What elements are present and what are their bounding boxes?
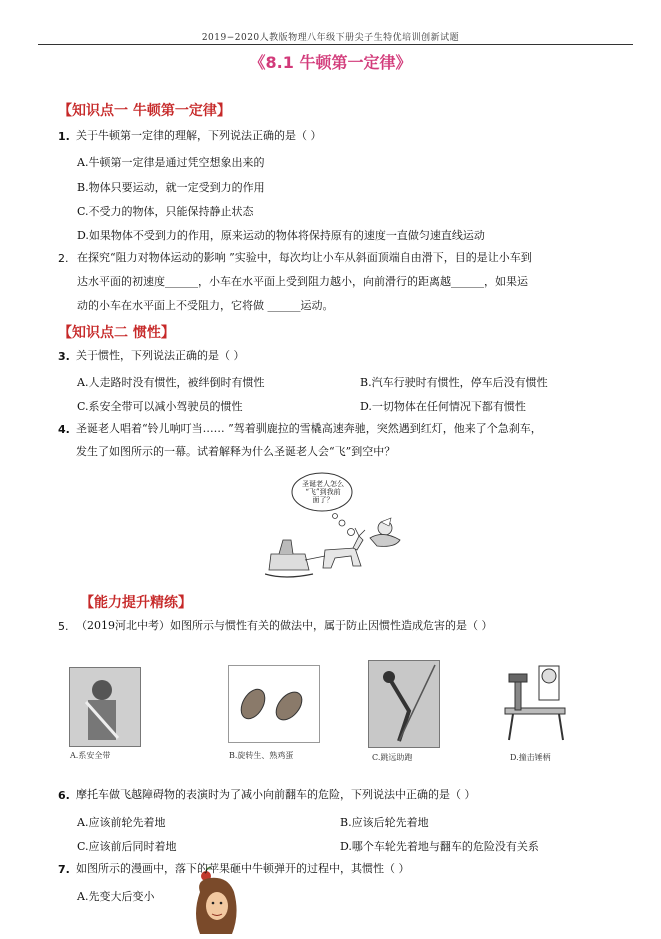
question-number-4: 4.	[58, 423, 70, 436]
page-header: 2019−2020人教版物理八年级下册尖子生特优培训创新试题	[201, 33, 460, 43]
question-number-5: 5.	[58, 620, 69, 633]
long-jump-photo	[368, 660, 440, 748]
speech-bubble-text	[300, 480, 346, 504]
question-number-7: 7.	[58, 863, 70, 876]
question-number-2: 2.	[58, 252, 69, 265]
q1-option-b: B.物体只要运动，就一定受到力的作用	[77, 181, 265, 194]
q5-caption-d: D.撞击锤柄	[510, 753, 551, 762]
q7-option-a: A.先变大后变小	[77, 890, 155, 903]
q2-line-1: 在探究“阻力对物体运动的影响 ”实验中，每次均让小车从斜面顶端自由滑下，目的是让小车到	[77, 251, 532, 264]
q3-option-b: B.汽车行驶时有惯性，停车后没有惯性	[360, 376, 548, 389]
question-number-1: 1.	[58, 130, 70, 143]
q6-option-a: A.应该前轮先着地	[77, 816, 166, 829]
hammer-handle-image	[495, 660, 575, 746]
question-number-6: 6.	[58, 789, 70, 802]
question-stem-6: 摩托车做飞越障碍物的表演时为了减小向前翻车的危险，下列说法中正确的是（ ）	[76, 788, 476, 801]
q3-option-c: C.系安全带可以减小驾驶员的惯性	[77, 400, 243, 413]
q6-option-b: B.应该后轮先着地	[340, 816, 429, 829]
question-stem-7: 如图所示的漫画中，落下的苹果砸中牛顿弹开的过程中，其惯性（ ）	[76, 862, 410, 875]
question-stem-1: 关于牛顿第一定律的理解，下列说法正确的是（ ）	[76, 129, 322, 142]
section-heading-2: 【知识点二 惯性】	[58, 325, 175, 341]
q4-line-1: 圣诞老人唱着“铃儿响叮当…… ”驾着驯鹿拉的雪橇高速奔驰，突然遇到红灯，他来了个急刹车，	[76, 422, 542, 435]
q1-option-c: C.不受力的物体，只能保持静止状态	[77, 205, 254, 218]
q1-option-a: A.牛顿第一定律是通过凭空想象出来的	[77, 156, 265, 169]
question-stem-3: 关于惯性，下列说法正确的是（ ）	[76, 349, 245, 362]
seatbelt-photo	[69, 667, 141, 747]
q1-option-d: D.如果物体不受到力的作用，原来运动的物体将保持原有的速度一直做匀速直线运动	[77, 229, 485, 242]
section-heading-1: 【知识点一 牛顿第一定律】	[58, 103, 231, 119]
q3-option-a: A.人走路时没有惯性，被绊倒时有惯性	[77, 376, 265, 389]
santa-sleigh-cartoon	[265, 470, 425, 585]
q4-line-2: 发生了如图所示的一幕。试着解释为什么圣诞老人会“飞”到空中？	[76, 445, 396, 458]
question-number-3: 3.	[58, 350, 70, 363]
hammer-strike-icon	[495, 660, 575, 746]
bubble-line-3: 面了？	[312, 496, 334, 504]
q3-option-d: D.一切物体在任何情况下都有惯性	[360, 400, 526, 413]
seatbelt-image	[70, 668, 140, 746]
long-jump-image	[369, 661, 439, 747]
section-heading-3: 【能力提升精练】	[80, 595, 192, 611]
page-title: 《8.1 牛顿第一定律》	[249, 53, 412, 72]
eggs-image	[228, 665, 320, 743]
q2-line-3: 动的小车在水平面上不受阻力，它将做 ______运动。	[77, 299, 334, 312]
q5-caption-a: A.系安全带	[70, 751, 111, 760]
bubble-line-2: “飞”到我前	[305, 488, 341, 496]
q6-option-d: D.哪个车轮先着地与翻车的危险没有关系	[340, 840, 539, 853]
header-rule	[38, 44, 633, 45]
q6-option-c: C.应该前后同时着地	[77, 840, 177, 853]
q2-line-2: 达水平面的初速度______，小车在水平面上受到阻力越小，向前滑行的距离越______，如果运	[77, 275, 528, 288]
question-stem-5: （2019河北中考）如图所示与惯性有关的做法中，属于防止因惯性造成危害的是（ ）	[76, 619, 493, 632]
q5-caption-b: B.旋转生、熟鸡蛋	[229, 751, 294, 760]
bubble-line-1: 圣诞老人怎么	[302, 480, 344, 488]
spinning-eggs-icon	[229, 666, 319, 742]
q5-caption-c: C.跳远助跑	[372, 753, 413, 762]
